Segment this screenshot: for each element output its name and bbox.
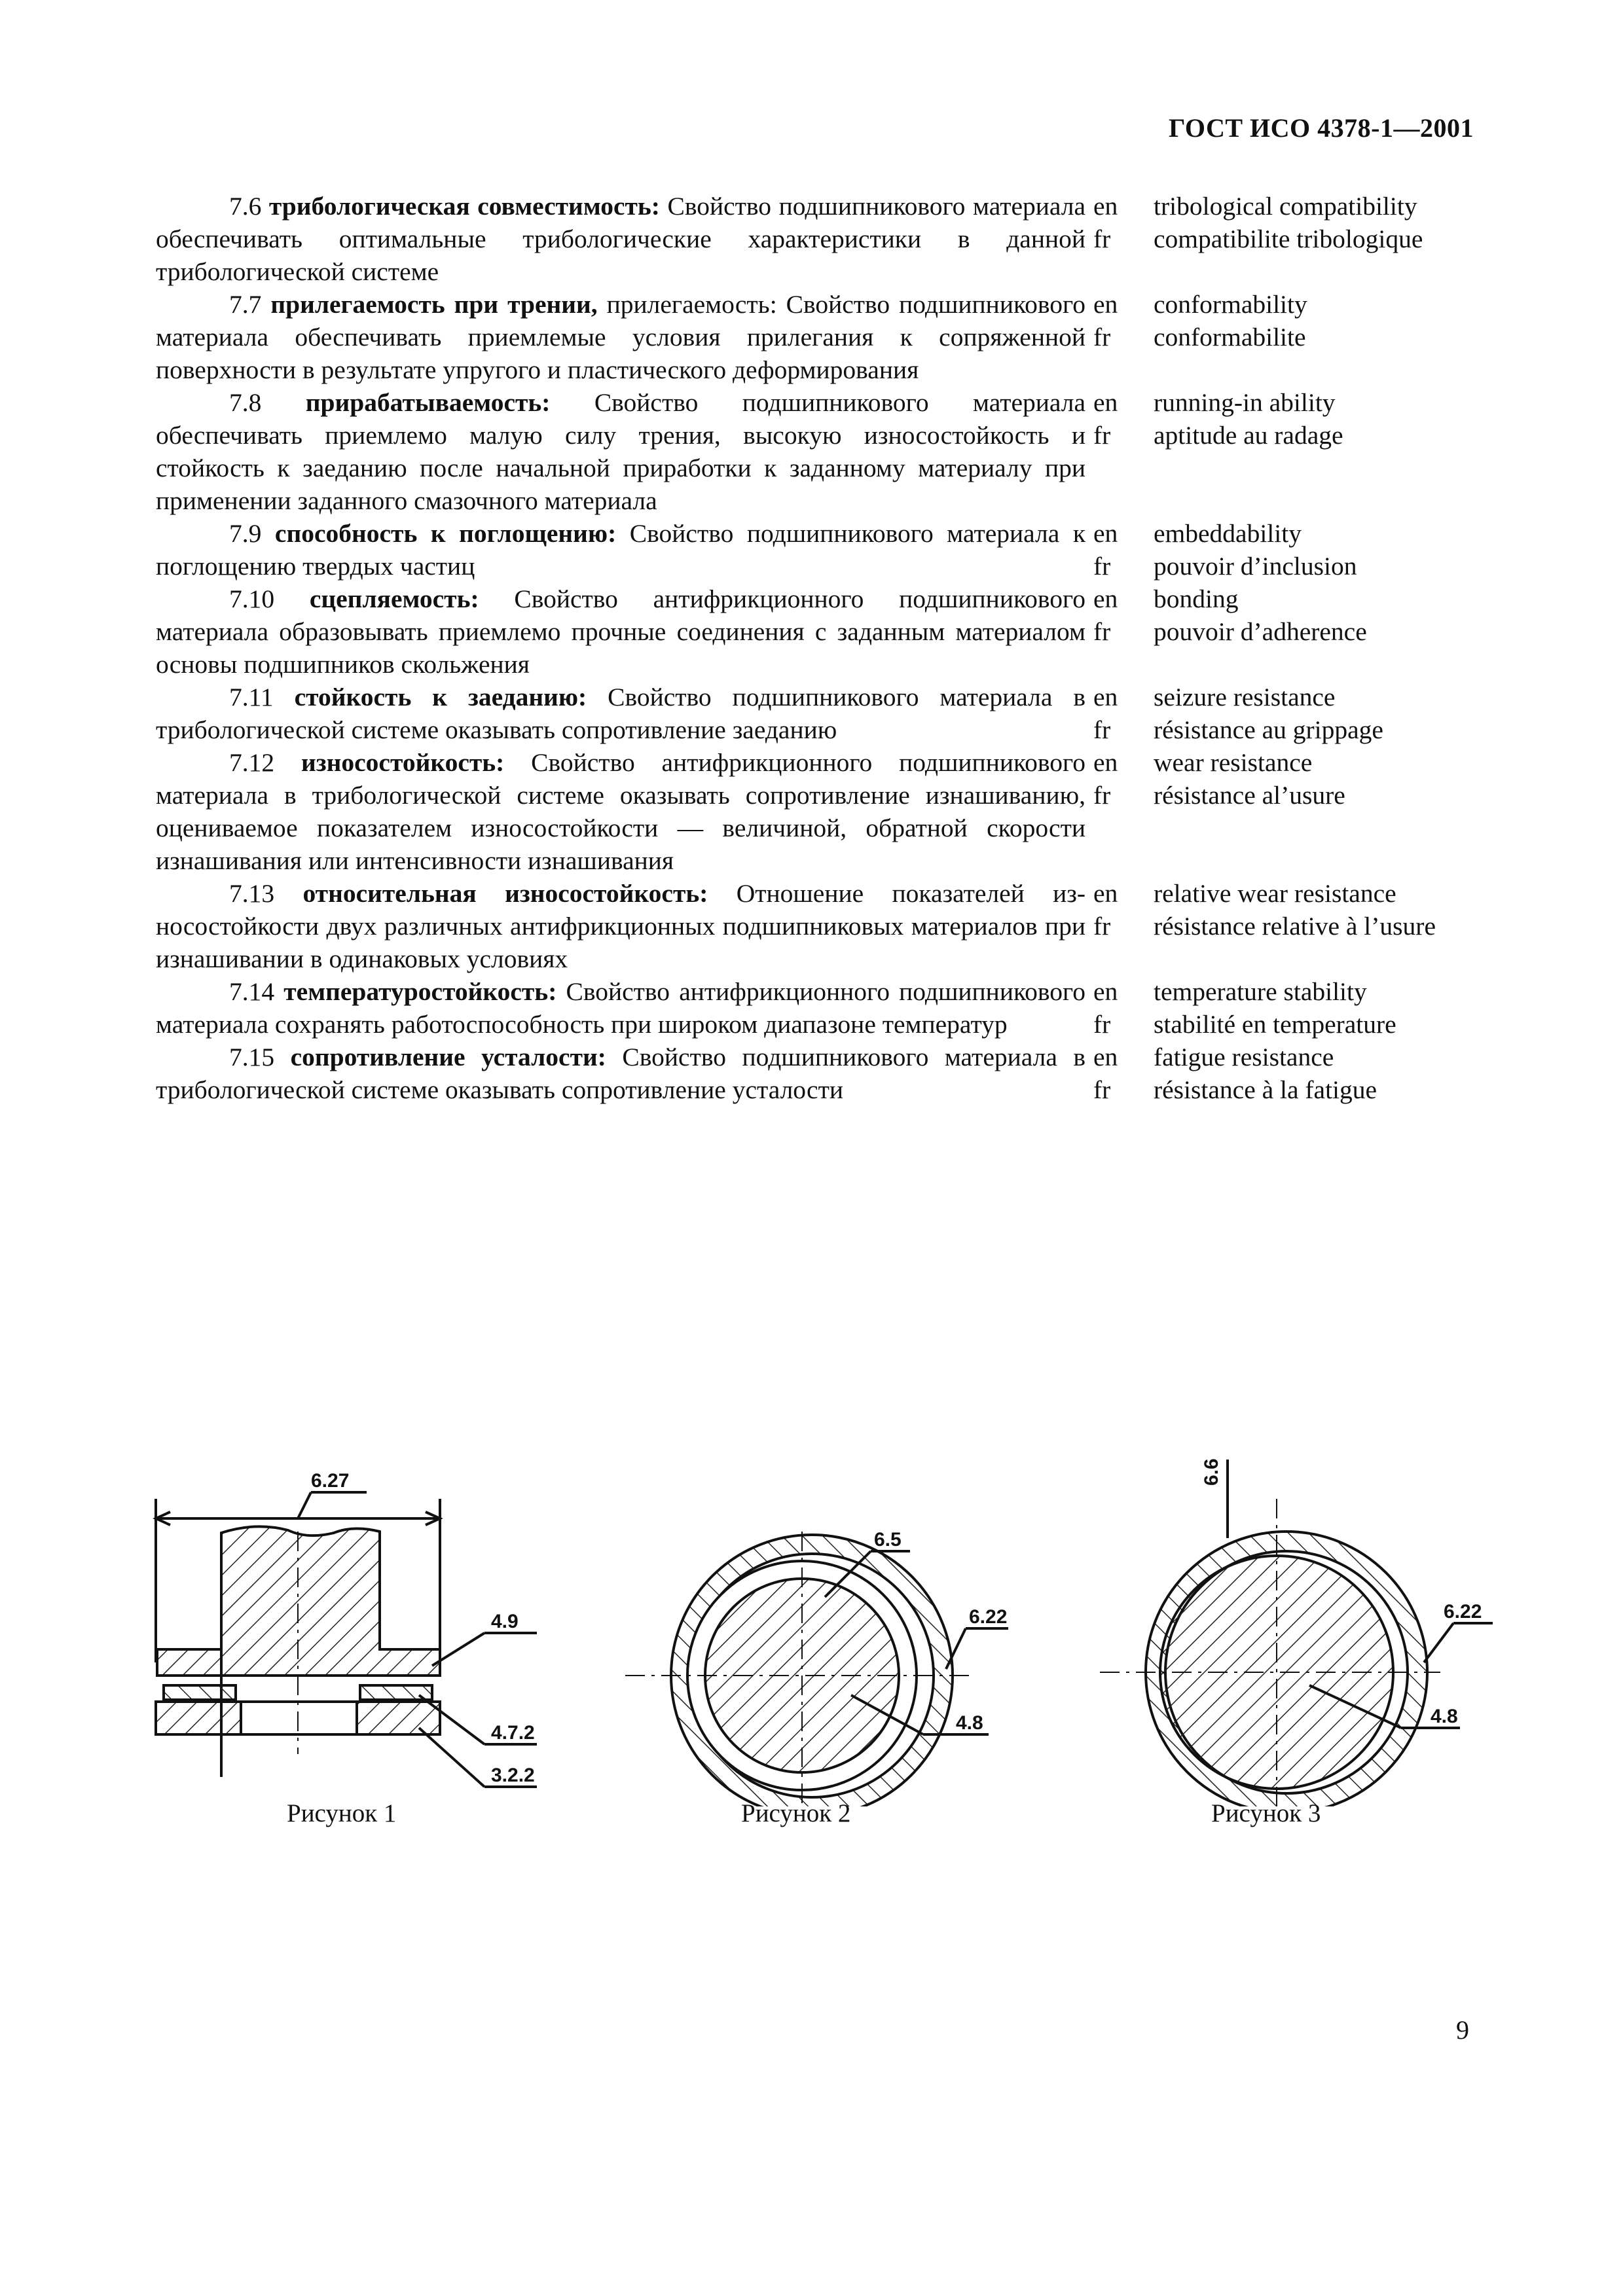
term-definition <box>156 190 1085 288</box>
french-equivalent: aptitude au radage <box>1154 421 1343 450</box>
lang-en: en <box>1093 192 1118 221</box>
french-equivalent: compatibilite tribologique <box>1154 224 1423 253</box>
term-text: Свойство подшипникового материала к поглощению твердых частиц <box>156 519 1086 581</box>
term-name: износостойкость: <box>301 748 505 777</box>
term-equivalents <box>1154 681 1478 746</box>
term-name: стойкость к заеданию: <box>294 683 587 711</box>
lang-en: en <box>1093 519 1118 548</box>
english-equivalent: running-in ability <box>1154 388 1336 417</box>
figure-2-caption: Рисунок 2 <box>741 1799 851 1827</box>
language-codes <box>1093 1041 1146 1106</box>
figure-1-caption: Рисунок 1 <box>287 1799 397 1827</box>
french-equivalent: résistance al’usure <box>1154 781 1345 810</box>
fig3-label-a: 6.6 <box>1201 1458 1222 1486</box>
term-equivalents <box>1154 746 1478 877</box>
fig2-label-b: 6.22 <box>969 1606 1008 1628</box>
lang-en: en <box>1093 290 1118 319</box>
lang-fr: fr <box>1093 1010 1111 1039</box>
term-equivalents <box>1154 288 1478 386</box>
term-text: Отношение показателей износостойкости двух различных антифрикционных подшипниковых материалов при изнашивании в одинаковых условиях <box>156 879 1086 973</box>
lang-fr: fr <box>1093 224 1111 253</box>
lang-fr: fr <box>1093 781 1111 810</box>
lang-en: en <box>1093 1043 1118 1071</box>
english-equivalent: embeddability <box>1154 519 1302 548</box>
fig1-label-dim: 6.27 <box>311 1470 350 1492</box>
term-definition <box>156 746 1085 877</box>
english-equivalent: bonding <box>1154 584 1239 613</box>
language-codes <box>1093 386 1146 517</box>
term-text: Свойство антифрикционного подшипникового материала образовывать приемлемо прочные соединения с заданным материалом основы подшипников скольжения <box>156 584 1085 679</box>
term-equivalents <box>1154 877 1478 975</box>
term-name: способность к поглощению: <box>274 519 617 548</box>
lang-fr: fr <box>1093 1075 1111 1104</box>
terms-list <box>156 190 1478 1106</box>
french-equivalent: résistance relative à l’usure <box>1154 912 1436 941</box>
term-entry <box>156 877 1478 975</box>
language-codes <box>1093 190 1146 288</box>
language-codes <box>1093 517 1146 583</box>
term-equivalents <box>1154 386 1478 517</box>
term-definition <box>156 681 1085 746</box>
fig3-label-c: 4.8 <box>1431 1706 1458 1727</box>
french-equivalent: pouvoir d’adherence <box>1154 617 1367 646</box>
english-equivalent: fatigue resistance <box>1154 1043 1334 1071</box>
term-name: трибологическая совместимость: <box>268 192 660 221</box>
term-definition <box>156 583 1085 681</box>
term-entry <box>156 746 1478 877</box>
term-entry <box>156 386 1478 517</box>
english-equivalent: conformability <box>1154 290 1307 319</box>
term-name: прирабатываемость: <box>305 388 551 417</box>
figures-drawing <box>144 1388 1493 1806</box>
term-text: Свойство антифрикционного подшипникового материала в трибологической системе оказывать сопротивление изнашиванию, оцениваемое показателем износостойкости — величиной, обратной скорости изнашивания или интенсивности изнашивания <box>156 748 1086 875</box>
term-number: 7.12 <box>229 748 275 777</box>
term-text: Свойство подшипникового материала в трибологической системе оказывать сопротивление заеданию <box>156 683 1086 744</box>
term-number: 7.11 <box>229 683 274 711</box>
lang-fr: fr <box>1093 552 1111 581</box>
lang-en: en <box>1093 584 1118 613</box>
french-equivalent: pouvoir d’inclusion <box>1154 552 1357 581</box>
fig1-label-c: 3.2.2 <box>491 1765 535 1786</box>
term-number: 7.6 <box>229 192 262 221</box>
term-definition <box>156 877 1085 975</box>
lang-fr: fr <box>1093 617 1111 646</box>
lang-en: en <box>1093 388 1118 417</box>
english-equivalent: tribological compatibility <box>1154 192 1417 221</box>
lang-en: en <box>1093 748 1118 777</box>
english-equivalent: temperature stability <box>1154 977 1367 1006</box>
term-entry <box>156 681 1478 746</box>
term-number: 7.15 <box>229 1043 275 1071</box>
term-equivalents <box>1154 1041 1478 1106</box>
term-number: 7.7 <box>229 290 262 319</box>
lang-en: en <box>1093 683 1118 711</box>
language-codes <box>1093 975 1146 1041</box>
term-text: Свойство подшипникового материала в трибологической системе оказывать сопротивление усталости <box>156 1043 1086 1104</box>
term-text: Свойство подшипникового материала обеспечивать оптимальные трибологические характеристики в данной трибологической системе <box>156 192 1086 286</box>
term-entry <box>156 975 1478 1041</box>
term-number: 7.8 <box>229 388 262 417</box>
term-name: прилегаемость при трении, <box>270 290 598 319</box>
term-number: 7.9 <box>229 519 262 548</box>
term-definition <box>156 975 1085 1041</box>
french-equivalent: conformabilite <box>1154 323 1306 351</box>
english-equivalent: seizure resistance <box>1154 683 1336 711</box>
figure-2 <box>625 1529 1008 1806</box>
term-name: температуростойкость: <box>283 977 557 1006</box>
term-definition <box>156 517 1085 583</box>
term-equivalents <box>1154 583 1478 681</box>
term-entry <box>156 1041 1478 1106</box>
term-name: относительная износостойкость: <box>302 879 708 908</box>
fig1-label-b: 4.7.2 <box>491 1722 535 1744</box>
term-definition <box>156 288 1085 386</box>
term-equivalents <box>1154 517 1478 583</box>
lang-en: en <box>1093 879 1118 908</box>
term-text: Свойство антифрикционного подшипникового материала сохранять работоспособность при широком диапазоне температур <box>156 977 1085 1039</box>
english-equivalent: wear resistance <box>1154 748 1313 777</box>
term-text: прилегаемость: Свойство подшипникового материала обеспечивать приемлемые условия прилегания к сопряженной поверхности в результате упругого и пластического деформирования <box>156 290 1085 384</box>
figure-3 <box>1100 1458 1493 1806</box>
language-codes <box>1093 877 1146 975</box>
page-number: 9 <box>1456 2015 1469 2045</box>
fig2-label-c: 4.8 <box>956 1712 983 1734</box>
term-name: сопротивление усталости: <box>290 1043 606 1071</box>
term-definition <box>156 1041 1085 1106</box>
term-entry <box>156 517 1478 583</box>
lang-fr: fr <box>1093 421 1111 450</box>
lang-fr: fr <box>1093 715 1111 744</box>
term-entry <box>156 190 1478 288</box>
french-equivalent: résistance au grippage <box>1154 715 1383 744</box>
term-entry <box>156 583 1478 681</box>
term-equivalents <box>1154 190 1478 288</box>
term-definition <box>156 386 1085 517</box>
term-name: сцепляемость: <box>309 584 479 613</box>
french-equivalent: résistance à la fatigue <box>1154 1075 1377 1104</box>
lang-fr: fr <box>1093 323 1111 351</box>
figures-row <box>144 1388 1493 1813</box>
figure-1 <box>156 1470 537 1787</box>
french-equivalent: stabilité en temperature <box>1154 1010 1396 1039</box>
language-codes <box>1093 288 1146 386</box>
language-codes <box>1093 681 1146 746</box>
term-number: 7.10 <box>229 584 275 613</box>
fig3-label-b: 6.22 <box>1444 1601 1482 1623</box>
standard-header: ГОСТ ИСО 4378-1—2001 <box>1168 113 1474 143</box>
language-codes <box>1093 583 1146 681</box>
term-entry <box>156 288 1478 386</box>
term-text: Свойство подшипникового материала обеспечивать приемлемо малую силу трения, высокую износостойкость и стойкость к заеданию после начальной приработки к заданному материалу при применении заданного смазочного материала <box>156 388 1086 515</box>
term-number: 7.14 <box>229 977 275 1006</box>
english-equivalent: relative wear resistance <box>1154 879 1396 908</box>
lang-en: en <box>1093 977 1118 1006</box>
term-equivalents <box>1154 975 1478 1041</box>
term-number: 7.13 <box>229 879 275 908</box>
language-codes <box>1093 746 1146 877</box>
fig1-label-a: 4.9 <box>491 1611 519 1632</box>
lang-fr: fr <box>1093 912 1111 941</box>
fig2-label-a: 6.5 <box>874 1529 902 1551</box>
figure-3-caption: Рисунок 3 <box>1211 1799 1321 1827</box>
